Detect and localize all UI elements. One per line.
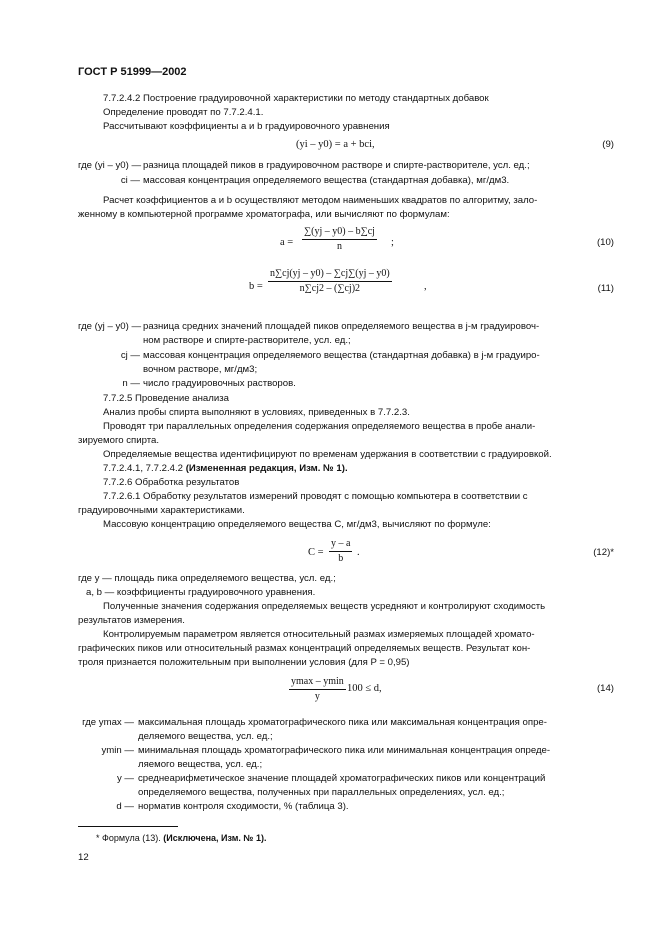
- where-definition: среднеарифметическое значение площадей хроматографических пиков или концентраций: [138, 773, 546, 784]
- equation-number-10: (10): [596, 237, 614, 248]
- document-header: ГОСТ Р 51999—2002: [78, 66, 187, 78]
- where-term: y —: [116, 773, 134, 784]
- equation-14-fraction: [289, 676, 346, 703]
- where-definition: массовая концентрация определяемого вещества (стандартная добавка) в j-м градуиро-: [143, 350, 540, 361]
- equation-10-fraction: [302, 226, 377, 253]
- equation-14-denominator: y: [314, 691, 320, 702]
- where-term: ymin —: [101, 745, 134, 756]
- paragraph: Полученные значения содержания определяемых веществ усредняют и контролируют сходимость: [103, 601, 546, 612]
- amendment-clauses: 7.7.2.4.1, 7.7.2.4.2: [103, 463, 184, 474]
- equation-11-denominator: n∑cj2 – (∑cj)2: [299, 283, 361, 294]
- equation-11-fraction: [268, 268, 392, 295]
- where-term: ci —: [120, 175, 140, 186]
- amendment-bold: (Измененная редакция, Изм. № 1).: [185, 463, 348, 474]
- paragraph-cont: зируемого спирта.: [78, 435, 159, 446]
- paragraph: Проводят три параллельных определения содержания определяемого вещества в пробе анали-: [103, 421, 536, 432]
- footnote-bold: (Исключена, Изм. № 1).: [163, 833, 267, 843]
- footnote-text: * Формула (13).: [96, 833, 161, 843]
- footnote: [96, 832, 266, 844]
- where-line: где y — площадь пика определяемого вещества, усл. ед.;: [78, 573, 336, 584]
- paragraph: Контролируемым параметром является относительный размах измеряемых площадей хромато-: [103, 629, 535, 640]
- equation-12-numerator: y – a: [329, 538, 352, 552]
- where-definition: минимальная площадь хроматографического пика или минимальная концентрация опреде-: [138, 745, 551, 756]
- equation-11-punct: ,: [424, 281, 427, 292]
- where-definition-cont: ном растворе и спирте-растворителе, усл. ед.;: [143, 335, 351, 346]
- equation-number-12: (12)*: [593, 547, 614, 558]
- equation-12-fraction: [329, 538, 352, 565]
- paragraph: Рассчитывают коэффициенты a и b градуировочного уравнения: [103, 121, 390, 132]
- section-heading-7-7-2-4-2: 7.7.2.4.2 Построение градуировочной характеристики по методу стандартных добавок: [103, 93, 489, 104]
- where-definition: разница средних значений площадей пиков определяемого вещества в j-м градуировоч-: [143, 321, 540, 332]
- page-number: 12: [78, 852, 89, 863]
- where-definition: норматив контроля сходимости, % (таблица 3).: [138, 801, 349, 812]
- equation-14-rhs: 100 ≤ d,: [347, 683, 382, 694]
- where-term: где (yi – y0) —: [78, 160, 142, 171]
- where-term: cj —: [120, 350, 140, 361]
- equation-11-lhs: b =: [249, 281, 263, 292]
- where-term: d —: [116, 801, 134, 812]
- paragraph: 7.7.2.6.1 Обработку результатов измерений проводят с помощью компьютера в соответствии с: [103, 491, 528, 502]
- section-heading-7-7-2-5: 7.7.2.5 Проведение анализа: [103, 393, 229, 404]
- equation-10-punct: ;: [391, 237, 394, 248]
- paragraph-cont: градуировочными характеристиками.: [78, 505, 245, 516]
- equation-9: (yi – y0) = a + bci,: [296, 139, 375, 150]
- paragraph: Расчет коэффициентов a и b осуществляют методом наименьших квадратов по алгоритму, зало-: [103, 195, 538, 206]
- equation-10-lhs: a =: [280, 237, 294, 248]
- paragraph: Определение проводят по 7.7.2.4.1.: [103, 107, 264, 118]
- paragraph: Определяемые вещества идентифицируют по временам удержания в соответствии с градуировкой.: [103, 449, 552, 460]
- where-definition-cont: ляемого вещества, усл. ед.;: [138, 759, 263, 770]
- equation-12-lhs: C =: [308, 547, 324, 558]
- equation-number-14: (14): [596, 683, 614, 694]
- where-definition: разница площадей пиков в градуировочном растворе и спирте-растворителе, усл. ед.;: [143, 160, 530, 171]
- where-definition: число градуировочных растворов.: [143, 378, 296, 389]
- equation-12-denominator: b: [338, 553, 344, 564]
- paragraph: Анализ пробы спирта выполняют в условиях, приведенных в 7.7.2.3.: [103, 407, 410, 418]
- paragraph-cont: графических пиков или относительный размах концентраций определяемых веществ. Результат кон-: [78, 643, 531, 654]
- equation-14-numerator: ymax – ymin: [289, 676, 346, 690]
- amendment-note: [103, 463, 348, 475]
- where-definition-cont: вочном растворе, мг/дм3;: [143, 364, 258, 375]
- where-definition: максимальная площадь хроматографического пика или максимальная концентрация опре-: [138, 717, 547, 728]
- equation-12-punct: .: [357, 547, 360, 558]
- paragraph: Массовую концентрацию определяемого вещества C, мг/дм3, вычисляют по формуле:: [103, 519, 491, 530]
- where-term: n —: [122, 378, 140, 389]
- equation-number-11: (11): [597, 283, 614, 294]
- equation-11-numerator: n∑cj(yj – y0) – ∑cj∑(yj – y0): [268, 268, 392, 282]
- equation-10-numerator: ∑(yj – y0) – b∑cj: [302, 226, 377, 240]
- where-line: a, b — коэффициенты градуировочного уравнения.: [86, 587, 316, 598]
- where-definition-cont: определяемого вещества, полученных при параллельных определениях, усл. ед.;: [138, 787, 505, 798]
- where-term: где ymax —: [82, 717, 134, 728]
- paragraph-cont: результатов измерения.: [78, 615, 185, 626]
- where-definition-cont: деляемого вещества, усл. ед.;: [138, 731, 273, 742]
- equation-10-denominator: n: [336, 241, 342, 252]
- paragraph-cont: троля признается положительным при выполнении условия (для P = 0,95): [78, 657, 410, 668]
- footnote-rule: [78, 826, 178, 827]
- equation-number-9: (9): [602, 139, 614, 150]
- where-definition: массовая концентрация определяемого вещества (стандартная добавка), мг/дм3.: [143, 175, 510, 186]
- section-heading-7-7-2-6: 7.7.2.6 Обработка результатов: [103, 477, 240, 488]
- where-term: где (yj – y0) —: [78, 321, 142, 332]
- paragraph: женному в компьютерной программе хроматографа, или вычисляют по формулам:: [78, 209, 450, 220]
